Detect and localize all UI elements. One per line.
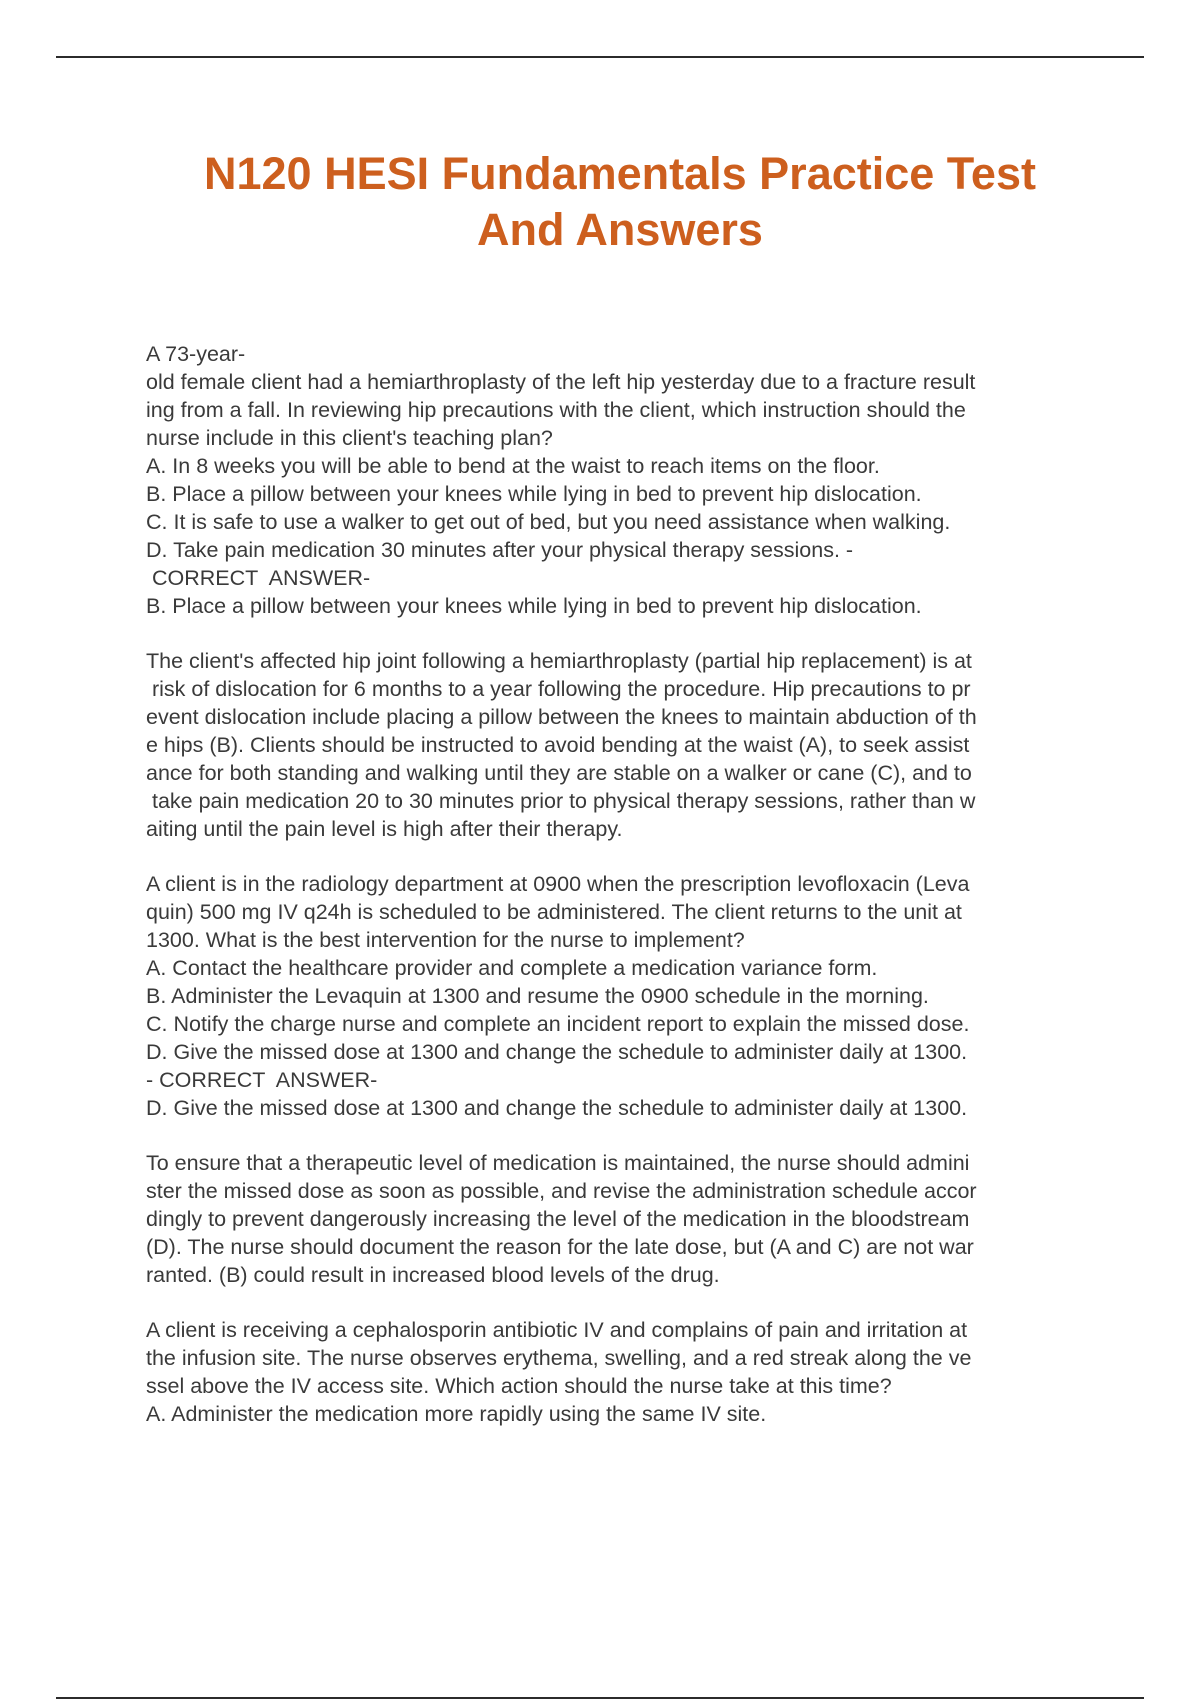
text-line: the infusion site. The nurse observes erythema, swelling, and a red streak along the ve xyxy=(146,1346,972,1370)
correct-answer-label: - CORRECT ANSWER- xyxy=(146,1068,378,1092)
text-line: A client is receiving a cephalosporin antibiotic IV and complains of pain and irritation at xyxy=(146,1318,968,1342)
text-line: dingly to prevent dangerously increasing the level of the medication in the bloodstream xyxy=(146,1207,970,1231)
answer-option-d: D. Take pain medication 30 minutes after your physical therapy sessions. - xyxy=(146,538,854,562)
answer-option-a: A. In 8 weeks you will be able to bend at the waist to reach items on the floor. xyxy=(146,454,880,478)
answer-option-c: C. It is safe to use a walker to get out of bed, but you need assistance when walking. xyxy=(146,510,951,534)
answer-option-c: C. Notify the charge nurse and complete an incident report to explain the missed dose. xyxy=(146,1012,970,1036)
text-line: quin) 500 mg IV q24h is scheduled to be administered. The client returns to the unit at xyxy=(146,900,962,924)
top-rule xyxy=(56,56,1144,58)
question-block-1 xyxy=(146,340,1146,620)
text-line: nurse include in this client's teaching plan? xyxy=(146,426,553,450)
text-line: (D). The nurse should document the reason for the late dose, but (A and C) are not war xyxy=(146,1235,974,1259)
correct-answer-label: CORRECT ANSWER- xyxy=(146,566,371,590)
bottom-rule xyxy=(56,1697,1144,1699)
title-line-1: N120 HESI Fundamentals Practice Test xyxy=(204,148,1036,199)
text-line: event dislocation include placing a pillow between the knees to maintain abduction of th xyxy=(146,705,977,729)
text-line: ance for both standing and walking until they are stable on a walker or cane (C), and to xyxy=(146,761,972,785)
text-line: aiting until the pain level is high after their therapy. xyxy=(146,817,623,841)
document-body xyxy=(146,340,1146,1428)
text-line: ster the missed dose as soon as possible, and revise the administration schedule accor xyxy=(146,1179,977,1203)
text-line: ssel above the IV access site. Which action should the nurse take at this time? xyxy=(146,1374,892,1398)
text-line: The client's affected hip joint following a hemiarthroplasty (partial hip replacement) is at xyxy=(146,649,972,673)
text-line: risk of dislocation for 6 months to a year following the procedure. Hip precautions to pr xyxy=(146,677,971,701)
question-block-3 xyxy=(146,1316,1146,1428)
answer-option-a: A. Contact the healthcare provider and complete a medication variance form. xyxy=(146,956,878,980)
text-line: old female client had a hemiarthroplasty of the left hip yesterday due to a fracture result xyxy=(146,370,976,394)
answer-option-b: B. Administer the Levaquin at 1300 and resume the 0900 schedule in the morning. xyxy=(146,984,929,1008)
question-block-2 xyxy=(146,870,1146,1122)
text-line: ranted. (B) could result in increased blood levels of the drug. xyxy=(146,1263,720,1287)
text-line: 1300. What is the best intervention for the nurse to implement? xyxy=(146,928,745,952)
text-line: ing from a fall. In reviewing hip precautions with the client, which instruction should the xyxy=(146,398,966,422)
answer-option-b: B. Place a pillow between your knees while lying in bed to prevent hip dislocation. xyxy=(146,482,922,506)
correct-answer: D. Give the missed dose at 1300 and change the schedule to administer daily at 1300. xyxy=(146,1096,968,1120)
rationale-block-1 xyxy=(146,647,1146,843)
text-line: A 73-year- xyxy=(146,342,246,366)
text-line: take pain medication 20 to 30 minutes prior to physical therapy sessions, rather than w xyxy=(146,789,976,813)
title-line-2: And Answers xyxy=(477,204,763,255)
text-line: To ensure that a therapeutic level of medication is maintained, the nurse should admini xyxy=(146,1151,970,1175)
text-line: A client is in the radiology department at 0900 when the prescription levofloxacin (Leva xyxy=(146,872,970,896)
correct-answer: B. Place a pillow between your knees while lying in bed to prevent hip dislocation. xyxy=(146,594,922,618)
page-title xyxy=(100,146,1140,258)
answer-option-a: A. Administer the medication more rapidly using the same IV site. xyxy=(146,1402,767,1426)
rationale-block-2 xyxy=(146,1149,1146,1289)
text-line: e hips (B). Clients should be instructed to avoid bending at the waist (A), to seek assist xyxy=(146,733,970,757)
answer-option-d: D. Give the missed dose at 1300 and change the schedule to administer daily at 1300. xyxy=(146,1040,968,1064)
